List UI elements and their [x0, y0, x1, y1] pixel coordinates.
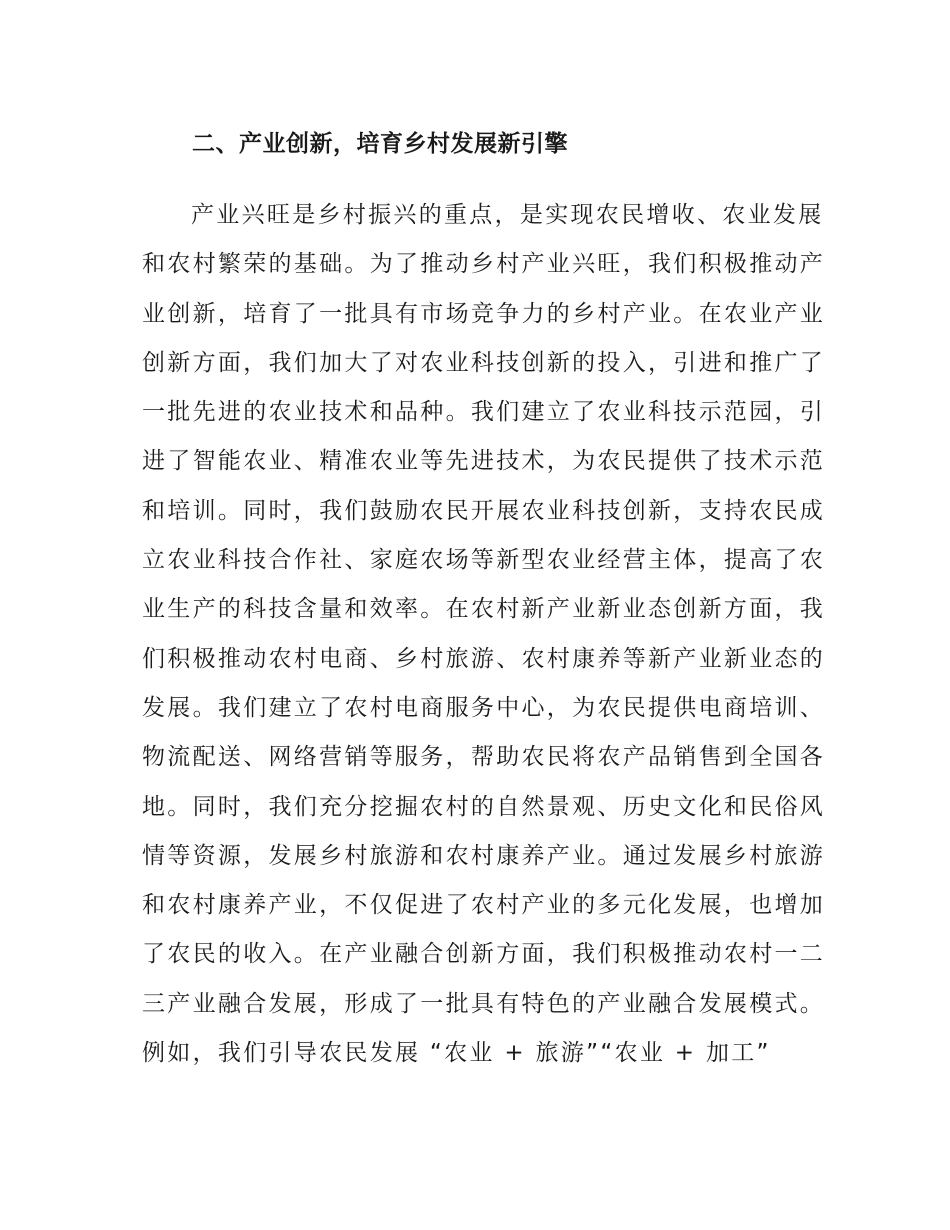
- paragraph-line: 产业兴旺是乡村振兴的重点，是实现农民增收、农业发展: [191, 202, 824, 228]
- paragraph-line: 业生产的科技含量和效率。在农村新产业新业态创新方面，我: [142, 596, 826, 623]
- paragraph-line: 地。同时，我们充分挖掘农村的自然景观、历史文化和民俗风: [142, 793, 826, 820]
- paragraph-line: 立农业科技合作社、家庭农场等新型农业经营主体，提高了农: [142, 547, 826, 574]
- paragraph-line: 情等资源，发展乡村旅游和农村康养产业。通过发展乡村旅游: [142, 842, 826, 869]
- paragraph-line: 一批先进的农业技术和品种。我们建立了农业科技示范园，引: [142, 399, 826, 426]
- body-paragraph: [142, 191, 826, 1078]
- paragraph-line: 和农村繁荣的基础。为了推动乡村产业兴旺，我们积极推动产: [142, 251, 826, 278]
- paragraph-line: 了农民的收入。在产业融合创新方面，我们积极推动农村一二: [142, 941, 826, 968]
- paragraph-line: 业创新，培育了一批具有市场竞争力的乡村产业。在农业产业: [142, 300, 826, 327]
- paragraph-line: 和培训。同时，我们鼓励农民开展农业科技创新，支持农民成: [142, 497, 826, 524]
- paragraph-line: 三产业融合发展，形成了一批具有特色的产业融合发展模式。: [142, 990, 826, 1017]
- paragraph-line: 进了智能农业、精准农业等先进技术，为农民提供了技术示范: [142, 448, 826, 475]
- section-heading: 二、产业创新，培育乡村发展新引擎: [192, 131, 568, 157]
- paragraph-line: 例如，我们引导农民发展 “农业 + 旅游”“农业 + 加工”: [142, 1040, 771, 1067]
- paragraph-line: 创新方面，我们加大了对农业科技创新的投入，引进和推广了: [142, 349, 826, 376]
- paragraph-line: 们积极推动农村电商、乡村旅游、农村康养等新产业新业态的: [142, 645, 826, 672]
- paragraph-line: 和农村康养产业，不仅促进了农村产业的多元化发展，也增加: [142, 892, 826, 919]
- paragraph-line: 发展。我们建立了农村电商服务中心，为农民提供电商培训、: [142, 694, 826, 721]
- paragraph-line: 物流配送、网络营销等服务，帮助农民将农产品销售到全国各: [142, 744, 826, 771]
